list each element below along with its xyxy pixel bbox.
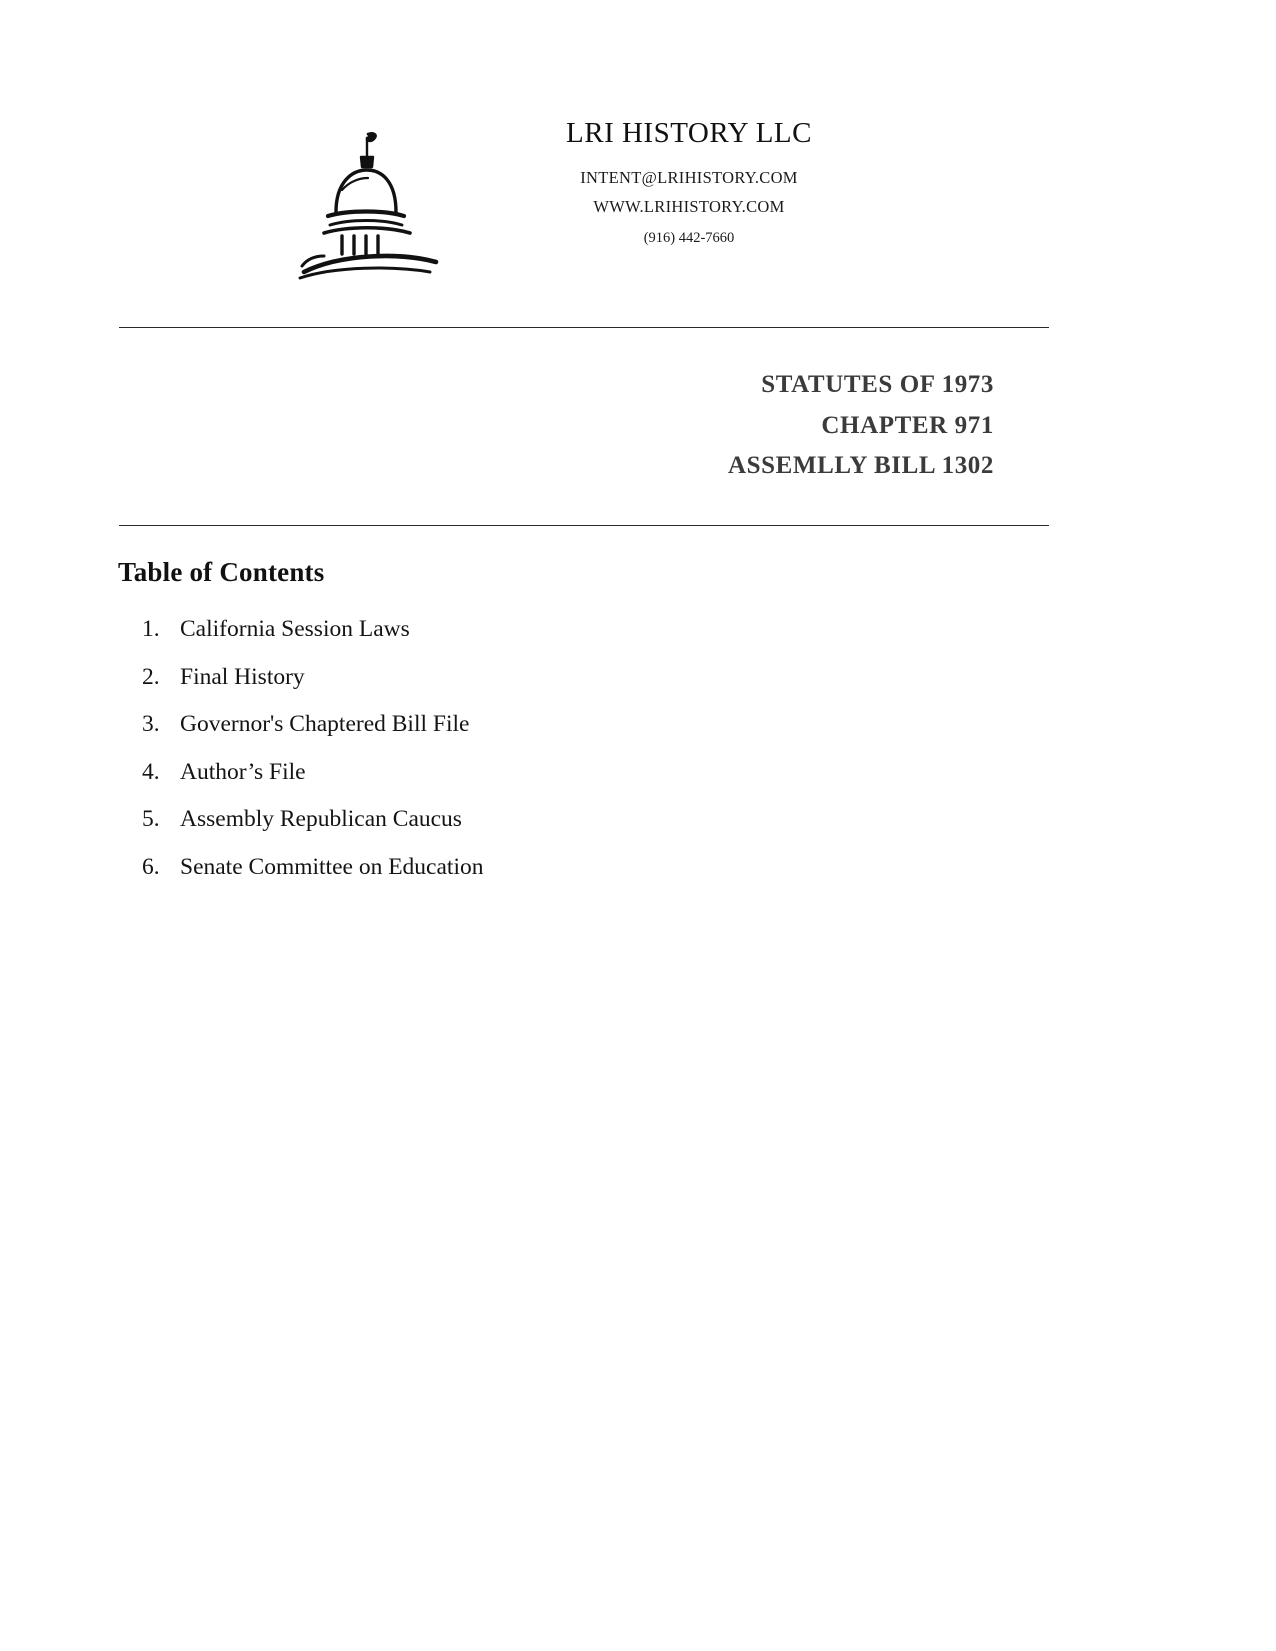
list-item <box>118 663 918 690</box>
divider-bottom <box>119 525 1049 526</box>
list-item <box>118 618 918 642</box>
list-item-label: Senate Committee on Education <box>180 853 484 880</box>
list-item-number: 5. <box>142 806 160 832</box>
organization-name: LRI HISTORY LLC <box>566 117 812 149</box>
organization-phone: (916) 442-7660 <box>643 229 735 246</box>
list-item <box>118 853 918 880</box>
list-item <box>118 713 918 737</box>
list-item-label: Governor's Chaptered Bill File <box>180 711 470 737</box>
divider-top <box>119 327 1049 328</box>
list-item-number: 4. <box>142 758 160 785</box>
organization-block <box>474 118 904 252</box>
list-item-number: 1. <box>142 616 160 642</box>
title-chapter: CHAPTER 971 <box>821 411 994 439</box>
list-item <box>118 808 918 832</box>
list-item-number: 2. <box>142 663 160 690</box>
list-item <box>118 758 918 785</box>
organization-website: WWW.LRIHISTORY.COM <box>593 196 785 216</box>
document-title-block <box>119 365 994 487</box>
list-item-label: Final History <box>180 663 305 690</box>
list-item-label: Author’s File <box>180 758 306 785</box>
list-item-number: 6. <box>142 853 160 880</box>
list-item-label: Assembly Republican Caucus <box>180 806 462 832</box>
list-item-number: 3. <box>142 711 160 737</box>
letterhead <box>0 118 1276 286</box>
organization-email: INTENT@LRIHISTORY.COM <box>580 167 798 187</box>
capitol-dome-logo-icon <box>290 126 440 286</box>
title-bill: ASSEMLLY BILL 1302 <box>728 452 994 479</box>
title-statutes: STATUTES OF 1973 <box>761 371 994 398</box>
table-of-contents-list <box>118 618 918 903</box>
list-item-label: California Session Laws <box>180 616 410 642</box>
table-of-contents-heading: Table of Contents <box>118 557 325 587</box>
